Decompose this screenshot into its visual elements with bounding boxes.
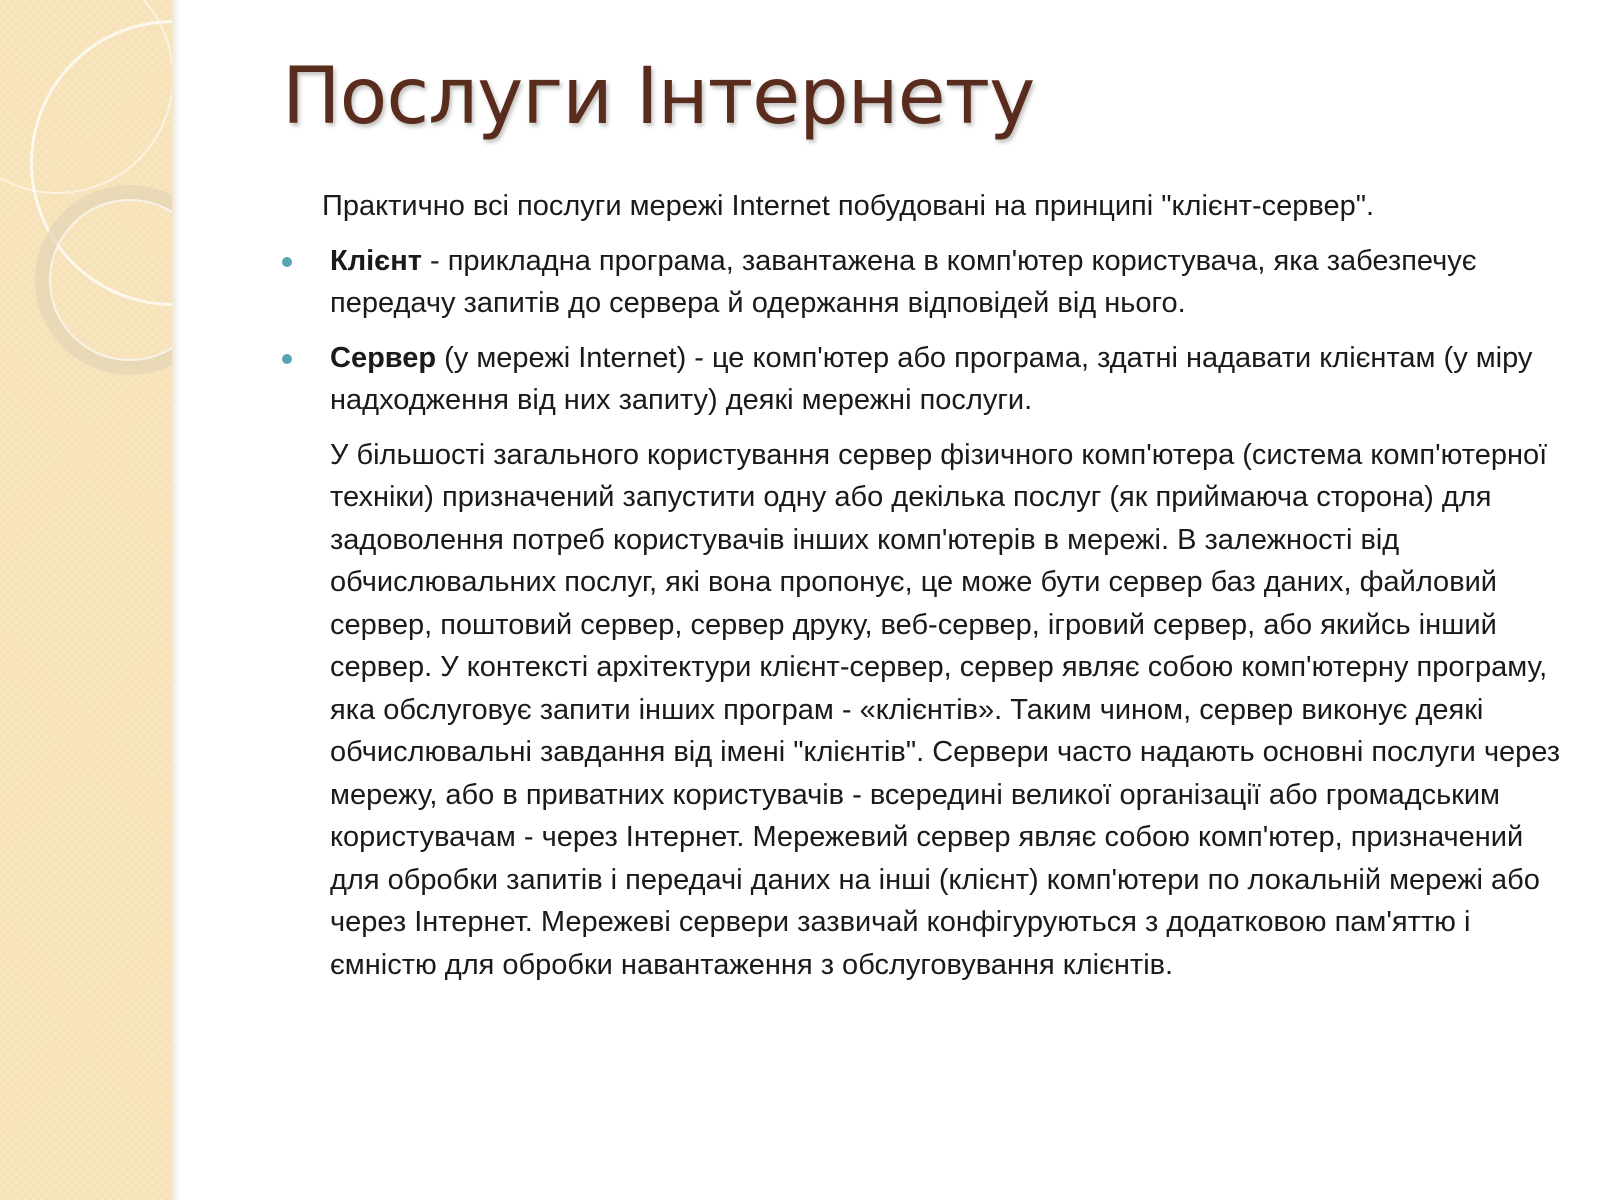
bullet-client: [282, 240, 1572, 325]
decorative-side-band: [0, 0, 178, 1200]
slide-content: [282, 185, 1572, 986]
intro-text: Практично всі послуги мережі Internet побудовані на принципі "клієнт-сервер".: [322, 190, 1375, 222]
body-paragraph: У більшості загального користування сервер фізичного комп'ютера (система комп'ютерної техніки) призначений запустити одну або декілька послуг (як приймаюча сторона) для задоволення потреб користувачів інших комп'ютерів в мережі. В залежності від обчислювальних послуг, які вона пропонує, це може бути сервер баз даних, файловий сервер, поштовий сервер, сервер друку, веб-сервер, ігровий сервер, або якийсь інший сервер. У контексті архітектури клієнт-сервер, сервер являє собою комп'ютерну програму, яка обслуговує запити інших програм - «клієнтів». Таким чином, сервер виконує деякі обчислювальні завдання від імені "клієнтів". Сервери часто надають основні послуги через мережу, або в приватних користувачів - всередині великої організації або громадським користувачам - через Інтернет. Мережевий сервер являє собою комп'ютер, призначений для обробки запитів і передачі даних на інші (клієнт) комп'ютери по локальній мережі або через Інтернет. Мережеві сервери зазвичай конфігуруються з додатковою пам'яттю і ємністю для обробки навантаження з обслуговування клієнтів.: [330, 438, 1561, 981]
bullet-dot-icon: [282, 354, 292, 364]
slide-title: Послуги Інтернету: [282, 52, 1035, 142]
bullet-server: [282, 337, 1572, 422]
bullet-dot-icon: [282, 257, 292, 267]
bullet-text: - прикладна програма, завантажена в комп'ютер користувача, яка забезпечує передачу запитів до сервера й одержання відповідей від нього.: [330, 244, 1477, 319]
bullet-term: Сервер: [330, 341, 437, 374]
bullet-text: (у мережі Internet) - це комп'ютер або програма, здатні надавати клієнтам (у міру надходження від них запиту) деякі мережні послуги.: [330, 341, 1533, 416]
bullet-term: Клієнт: [330, 244, 422, 277]
band-edge-shadow: [172, 0, 180, 1200]
